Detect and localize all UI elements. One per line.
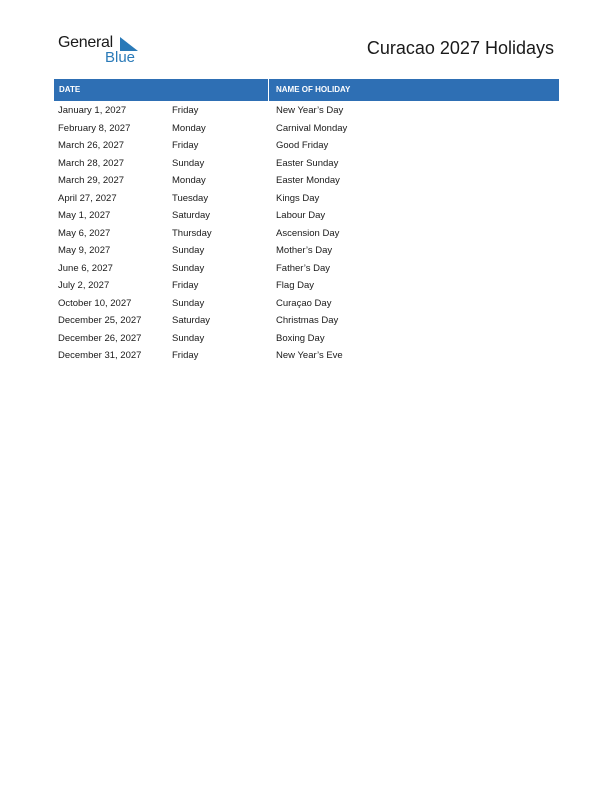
holiday-name: Kings Day <box>276 192 320 204</box>
table-row <box>54 189 559 207</box>
table-row <box>54 241 559 259</box>
holiday-date: April 27, 2027 <box>58 192 117 204</box>
holiday-date: July 2, 2027 <box>58 280 110 291</box>
holiday-date: December 25, 2027 <box>58 315 142 326</box>
table-row <box>54 294 559 312</box>
column-header-date: DATE <box>59 85 81 94</box>
table-row <box>54 101 559 119</box>
holiday-weekday: Friday <box>172 105 199 116</box>
header-date-cell <box>54 79 269 101</box>
holiday-weekday: Thursday <box>172 227 212 239</box>
holiday-weekday: Friday <box>172 140 199 151</box>
holiday-date: May 9, 2027 <box>58 245 111 256</box>
holiday-weekday: Sunday <box>172 332 205 344</box>
page-title: Curacao 2027 Holidays <box>366 38 554 58</box>
table-row <box>54 206 559 224</box>
holiday-weekday: Monday <box>172 122 206 134</box>
holiday-weekday: Sunday <box>172 262 205 274</box>
column-header-holiday-name: NAME OF HOLIDAY <box>276 85 351 94</box>
table-row <box>54 171 559 189</box>
holiday-name: Labour Day <box>276 210 326 221</box>
holiday-name: Christmas Day <box>276 315 339 326</box>
holiday-date: March 29, 2027 <box>58 175 125 186</box>
holiday-weekday: Friday <box>172 350 199 361</box>
holiday-date: March 26, 2027 <box>58 140 125 151</box>
holiday-date: December 31, 2027 <box>58 350 142 361</box>
holiday-date: October 10, 2027 <box>58 297 132 309</box>
holiday-date: December 26, 2027 <box>58 332 142 344</box>
table-row <box>54 259 559 277</box>
holiday-name: Mother’s Day <box>276 245 333 256</box>
logo-word-general: General <box>58 34 113 51</box>
holiday-name: New Year’s Day <box>276 105 344 116</box>
holiday-name: Carnival Monday <box>276 122 348 134</box>
holiday-weekday: Tuesday <box>172 192 209 204</box>
holiday-weekday: Saturday <box>172 210 211 221</box>
brand-logo <box>58 34 148 68</box>
holiday-weekday: Saturday <box>172 315 211 326</box>
table-row <box>54 329 559 347</box>
holiday-date: February 8, 2027 <box>58 122 131 134</box>
table-row <box>54 154 559 172</box>
holiday-date: May 1, 2027 <box>58 210 111 221</box>
holiday-date: January 1, 2027 <box>58 105 127 116</box>
holiday-weekday: Sunday <box>172 245 205 256</box>
table-row <box>54 276 559 294</box>
holiday-name: Ascension Day <box>276 227 340 239</box>
holiday-weekday: Sunday <box>172 297 205 309</box>
table-header <box>54 79 559 101</box>
table-row <box>54 311 559 329</box>
holiday-date: March 28, 2027 <box>58 157 125 169</box>
holiday-table <box>54 79 559 364</box>
holiday-name: Easter Monday <box>276 175 340 186</box>
holiday-weekday: Sunday <box>172 157 205 169</box>
holiday-name: New Year’s Eve <box>276 350 343 361</box>
holiday-date: May 6, 2027 <box>58 227 111 239</box>
logo-word-blue: Blue <box>105 49 136 66</box>
holiday-weekday: Friday <box>172 280 199 291</box>
holiday-weekday: Monday <box>172 175 206 186</box>
holiday-name: Boxing Day <box>276 332 325 344</box>
table-row <box>54 346 559 364</box>
holiday-name: Good Friday <box>276 140 329 151</box>
table-row <box>54 224 559 242</box>
holiday-name: Flag Day <box>276 280 315 291</box>
table-row <box>54 136 559 154</box>
holiday-name: Father’s Day <box>276 262 331 274</box>
table-body <box>54 101 559 364</box>
holiday-name: Easter Sunday <box>276 157 339 169</box>
table-row <box>54 119 559 137</box>
holiday-date: June 6, 2027 <box>58 262 113 274</box>
holiday-name: Curaçao Day <box>276 297 332 309</box>
